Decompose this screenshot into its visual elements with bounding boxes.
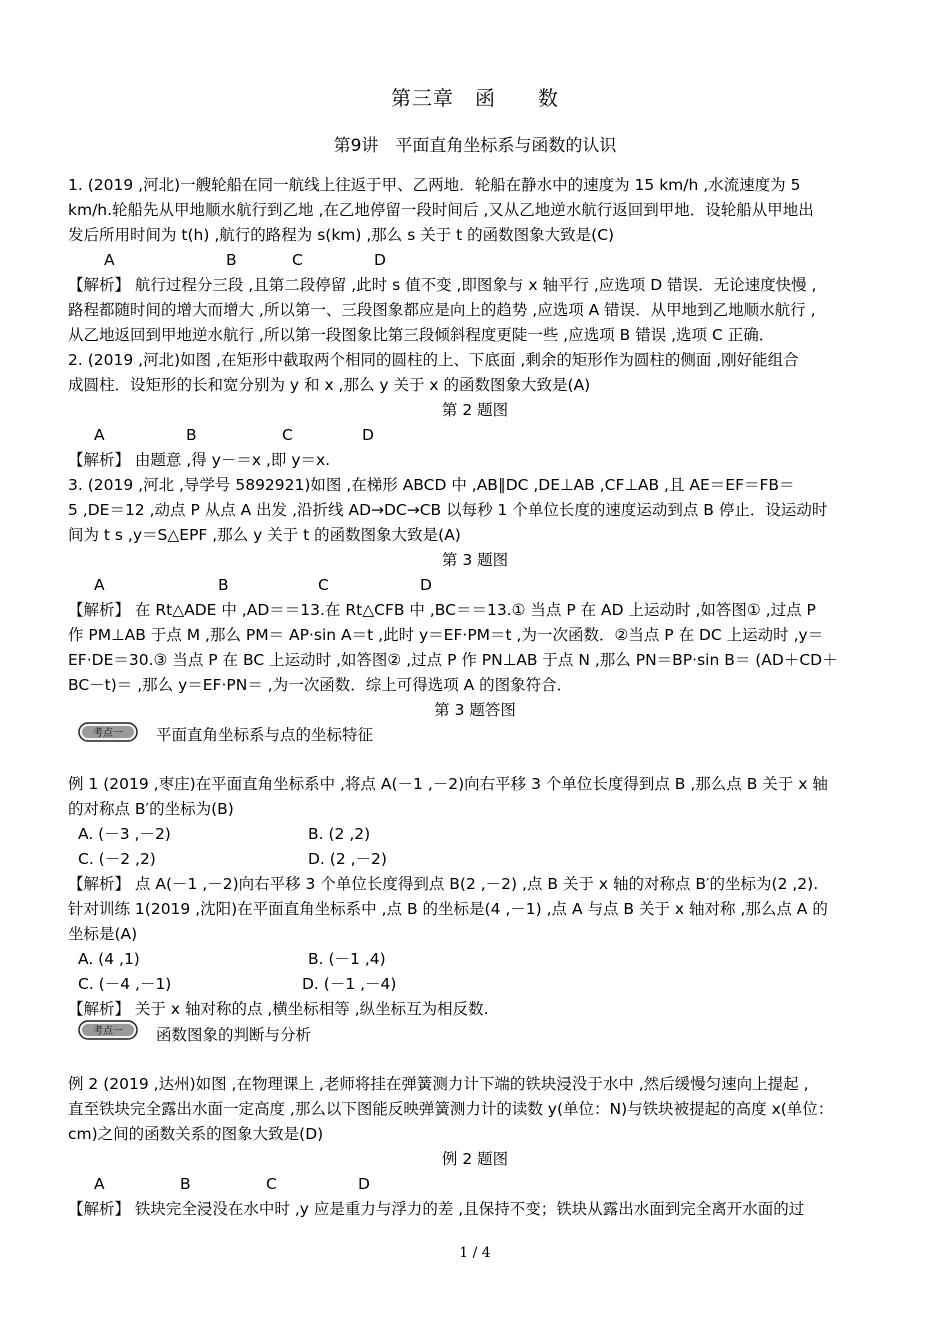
text-line: 路程都随时间的增大而增大 ,所以第一、三段图象都应是向上的趋势 ,应选项 A 错误．从甲地到乙地顺水航行 , <box>68 301 816 319</box>
kaodian-badge-icon <box>78 1020 138 1040</box>
text-line: 成圆柱．设矩形的长和宽分别为 y 和 x ,那么 y 关于 x 的函数图象大致是(A) <box>68 376 591 394</box>
text-line: 针对训练 1(2019 ,沈阳)在平面直角坐标系中 ,点 B 的坐标是(4 ,－1) ,点 A 与点 B 关于 x 轴对称 ,那么点 A 的 <box>68 900 828 918</box>
kaodian-title: 函数图象的判断与分析 <box>156 1026 312 1044</box>
option-label: A <box>104 251 115 269</box>
kaodian-badge-text: 考点一 <box>93 728 123 739</box>
option-label: B <box>218 576 229 594</box>
text-line: 间为 t s ,y＝S△EPF ,那么 y 关于 t 的函数图象大致是(A) <box>68 526 461 544</box>
text-line: 从乙地返回到甲地逆水航行 ,所以第一段图象比第三段倾斜程度更陡一些 ,应选项 B 错误 ,选项 C 正确． <box>68 326 775 344</box>
choice-a: A. (4 ,1) <box>78 950 140 968</box>
choice-b: B. (2 ,2) <box>308 825 371 843</box>
figure-caption: 第 2 题图 <box>441 401 509 419</box>
text-line: 直至铁块完全露出水面一定高度 ,那么以下图能反映弹簧测力计的读数 y(单位：N)与铁块被提起的高度 x(单位： <box>68 1100 834 1118</box>
page-number: 1 / 4 <box>459 1245 491 1261</box>
text-line: 的对称点 B′的坐标为(B) <box>68 800 234 818</box>
option-label: D <box>362 426 374 444</box>
text-line: km/h.轮船先从甲地顺水航行到乙地 ,在乙地停留一段时间后 ,又从乙地逆水航行返回到甲地．设轮船从甲地出 <box>68 201 814 219</box>
text-line: 例 1 (2019 ,枣庄)在平面直角坐标系中 ,将点 A(－1 ,－2)向右平移 3 个单位长度得到点 B ,那么点 B 关于 x 轴 <box>68 775 828 793</box>
lecture-title: 第9讲 平面直角坐标系与函数的认识 <box>333 136 617 156</box>
analysis-line: 【解析】 航行过程分三段 ,且第二段停留 ,此时 s 值不变 ,即图象与 x 轴平行 ,应选项 D 错误．无论速度快慢 , <box>68 276 817 294</box>
option-label: D <box>358 1175 370 1193</box>
option-label: A <box>94 426 105 444</box>
option-label: D <box>420 576 432 594</box>
option-label: D <box>374 251 386 269</box>
text-line: BC－t)＝ ,那么 y＝EF·PN＝ ,为一次函数．综上可得选项 A 的图象符合． <box>68 676 573 694</box>
figure-caption: 第 3 题答图 <box>434 701 516 719</box>
text-line: 2. (2019 ,河北)如图 ,在矩形中截取两个相同的圆柱的上、下底面 ,剩余的矩形作为圆柱的侧面 ,刚好能组合 <box>68 351 799 369</box>
text-line: EF·DE＝30.③ 当点 P 在 BC 上运动时 ,如答图② ,过点 P 作 PN⊥AB 于点 N ,那么 PN＝BP·sin B＝ (AD＋CD＋ <box>68 651 838 669</box>
text-line: 发后所用时间为 t(h) ,航行的路程为 s(km) ,那么 s 关于 t 的函数图象大致是(C) <box>68 226 615 244</box>
kaodian-title: 平面直角坐标系与点的坐标特征 <box>156 726 374 744</box>
kaodian-badge-icon <box>78 722 138 742</box>
text-line: 5 ,DE＝12 ,动点 P 从点 A 出发 ,沿折线 AD→DC→CB 以每秒 1 个单位长度的速度运动到点 B 停止．设运动时 <box>68 501 828 519</box>
choice-d: D. (－1 ,－4) <box>302 975 397 993</box>
figure-caption: 第 3 题图 <box>441 551 509 569</box>
text-line: 例 2 (2019 ,达州)如图 ,在物理课上 ,老师将挂在弹簧测力计下端的铁块浸没于水中 ,然后缓慢匀速向上提起 , <box>68 1075 809 1093</box>
option-label: A <box>94 1175 105 1193</box>
analysis-line: 【解析】 点 A(－1 ,－2)向右平移 3 个单位长度得到点 B(2 ,－2) ,点 B 关于 x 轴的对称点 B′的坐标为(2 ,2). <box>68 875 819 893</box>
choice-c: C. (－2 ,2) <box>78 850 156 868</box>
choice-b: B. (－1 ,4) <box>308 950 386 968</box>
analysis-line: 【解析】 铁块完全浸没在水中时 ,y 应是重力与浮力的差 ,且保持不变；铁块从露出水面到完全离开水面的过 <box>68 1200 805 1218</box>
choice-d: D. (2 ,－2) <box>308 850 387 868</box>
choice-a: A. (－3 ,－2) <box>78 825 171 843</box>
choice-c: C. (－4 ,－1) <box>78 975 172 993</box>
kaodian-badge-text: 考点一 <box>93 1026 123 1037</box>
option-label: C <box>266 1175 277 1193</box>
option-label: C <box>292 251 303 269</box>
figure-caption: 例 2 题图 <box>441 1150 509 1168</box>
text-line: cm)之间的函数关系的图象大致是(D) <box>68 1125 324 1143</box>
text-line: 1. (2019 ,河北)一艘轮船在同一航线上往返于甲、乙两地．轮船在静水中的速度为 15 km/h ,水流速度为 5 <box>68 176 801 194</box>
option-label: C <box>318 576 329 594</box>
option-label: A <box>94 576 105 594</box>
text-line: 坐标是(A) <box>68 925 138 943</box>
text-line: 作 PM⊥AB 于点 M ,那么 PM＝ AP·sin A＝t ,此时 y＝EF·PM＝t ,为一次函数．②当点 P 在 DC 上运动时 ,y＝ <box>68 626 824 644</box>
option-label: B <box>186 426 197 444</box>
chapter-title: 第三章 函 数 <box>391 86 559 110</box>
option-label: B <box>226 251 237 269</box>
text-line: 3. (2019 ,河北 ,导学号 5892921)如图 ,在梯形 ABCD 中 ,AB∥DC ,DE⊥AB ,CF⊥AB ,且 AE＝EF＝FB＝ <box>68 476 795 494</box>
analysis-line: 【解析】 由题意 ,得 y－＝x ,即 y＝x. <box>68 451 331 469</box>
option-label: B <box>180 1175 191 1193</box>
analysis-line: 【解析】 在 Rt△ADE 中 ,AD＝＝13.在 Rt△CFB 中 ,BC＝＝13.① 当点 P 在 AD 上运动时 ,如答图① ,过点 P <box>68 601 816 619</box>
option-label: C <box>282 426 293 444</box>
analysis-line: 【解析】 关于 x 轴对称的点 ,横坐标相等 ,纵坐标互为相反数. <box>68 1000 489 1018</box>
